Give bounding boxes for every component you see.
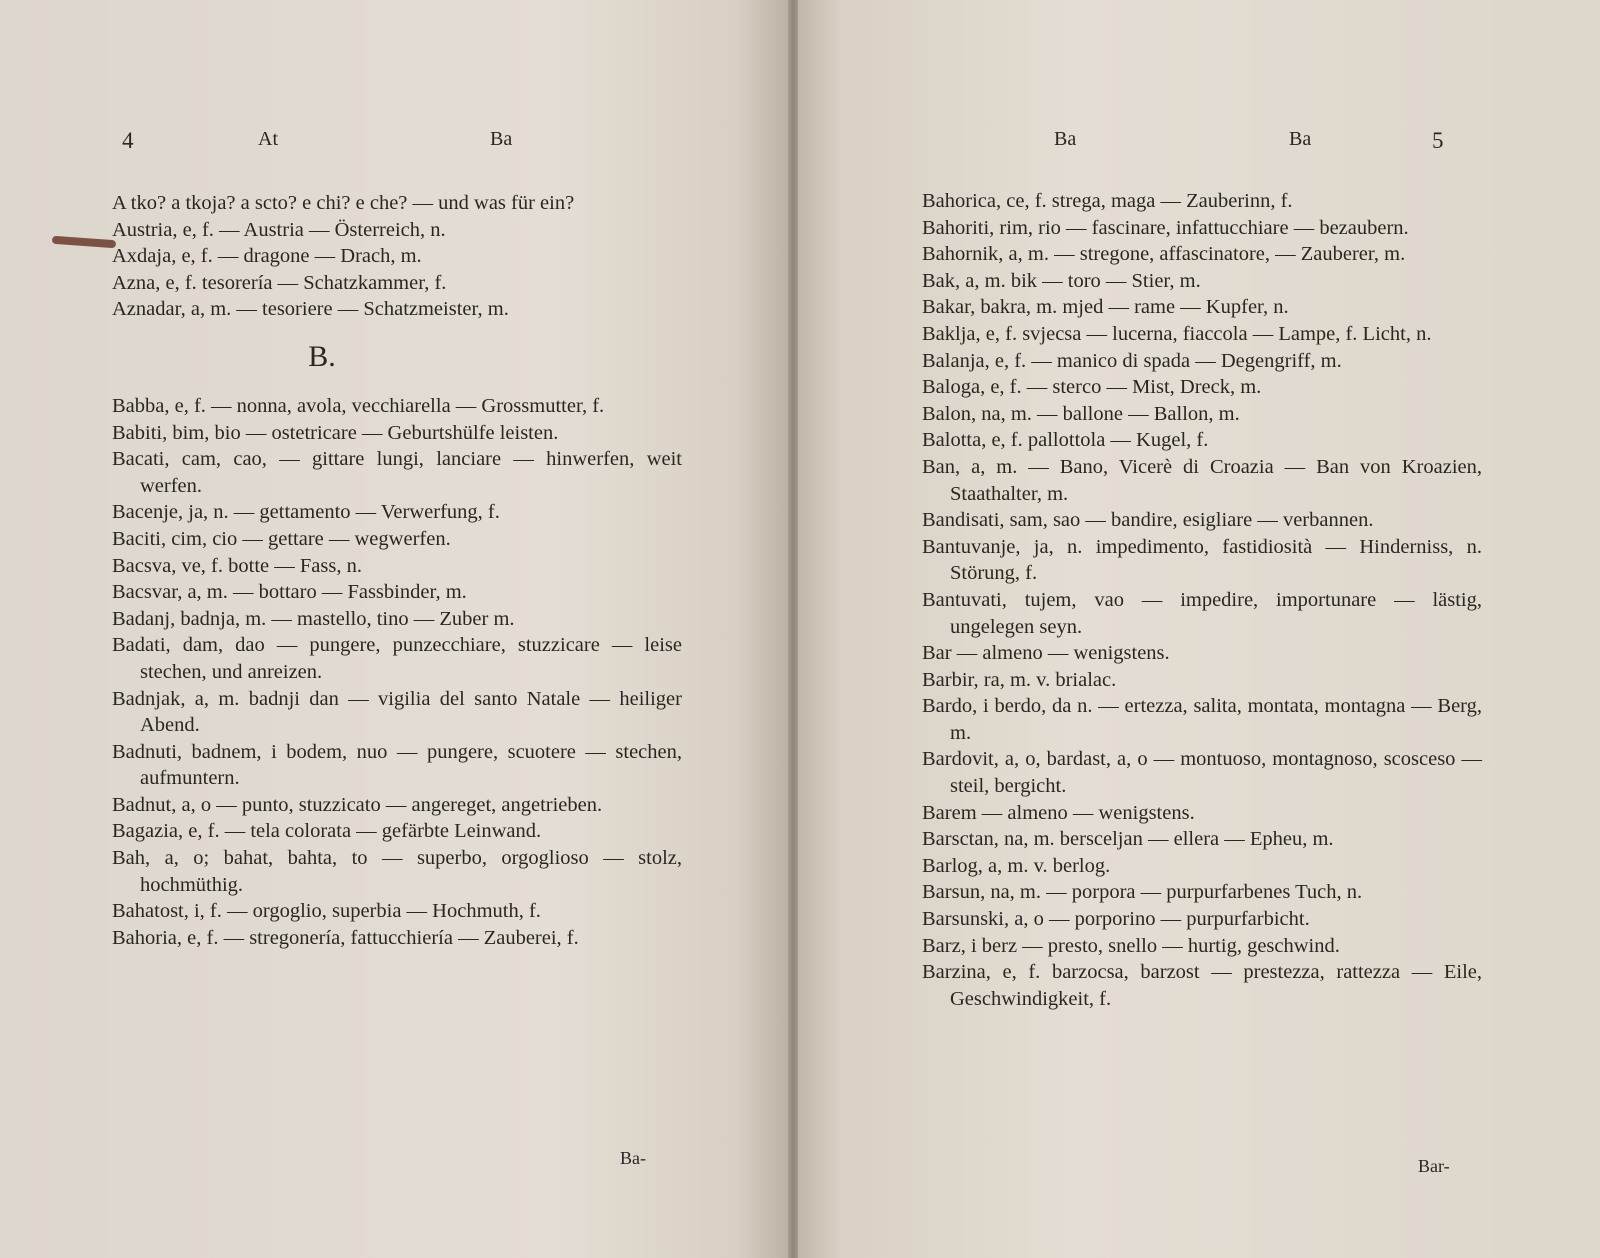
dictionary-entry: A tko? a tkoja? a scto? e chi? e che? — und was für ein? [112, 192, 575, 214]
dictionary-entry: Bahorica, ce, f. strega, maga — Zauberinn, f. [922, 190, 1293, 212]
dictionary-entry: Baloga, e, f. — sterco — Mist, Dreck, m. [922, 376, 1262, 399]
right-running-header [792, 128, 1600, 168]
dictionary-entry: Balanja, e, f. — manico di spada — Degengriff, m. [922, 349, 1342, 372]
page-number: 5 [1432, 128, 1444, 153]
dictionary-entry: Bahornik, a, m. — stregone, affascinatore, — Zauberer, m. [922, 243, 1406, 266]
dictionary-entry: Bahatost, i, f. — orgoglio, superbia — Hochmuth, f. [112, 900, 541, 923]
guide-word-right: Ba [490, 128, 513, 150]
right-page [792, 0, 1600, 1258]
dictionary-entry: Balon, na, m. — ballone — Ballon, m. [922, 402, 1240, 425]
dictionary-entry: Azna, e, f. tesorería — Schatzkammer, f. [112, 271, 447, 294]
catchword: Bar- [1418, 1156, 1450, 1176]
dictionary-entry: Badnjak, a, m. badnji dan — vigilia del santo Natale — heiliger Abend. [112, 687, 682, 737]
dictionary-entry: Bandisati, sam, sao — bandire, esigliare — verbannen. [922, 509, 1374, 532]
dictionary-entry: Badnut, a, o — punto, stuzzicato — angereget, angetrieben. [112, 793, 603, 816]
book-gutter [788, 0, 798, 1258]
guide-word-left: Ba [1054, 128, 1077, 150]
dictionary-entry: Bardo, i berdo, da n. — ertezza, salita, montata, montagna — Berg, m. [922, 695, 1482, 744]
dictionary-entry: Balotta, e, f. pallottola — Kugel, f. [922, 429, 1209, 452]
dictionary-entry: Barsunski, a, o — porporino — purpurfarbicht. [922, 908, 1310, 931]
catchword: Ba- [620, 1148, 646, 1168]
dictionary-entry: Bardovit, a, o, bardast, a, o — montuoso, montagnoso, scosceso — steil, bergicht. [922, 748, 1482, 798]
page-number: 4 [122, 128, 134, 153]
dictionary-entry: Bacenje, ja, n. — gettamento — Verwerfung, f. [112, 501, 500, 524]
dictionary-entry: Barem — almeno — wenigstens. [922, 801, 1195, 824]
dictionary-entry: Badati, dam, dao — pungere, punzecchiare, stuzzicare — leise stechen, und anreizen. [112, 634, 682, 683]
dictionary-entry: Bacati, cam, cao, — gittare lungi, lanciare — hinwerfen, weit werfen. [112, 448, 682, 497]
dictionary-entry: Austria, e, f. — Austria — Österreich, n. [112, 218, 446, 241]
dictionary-entry: Babiti, bim, bio — ostetricare — Geburtshülfe leisten. [112, 421, 559, 444]
right-entries [922, 188, 1482, 1012]
dictionary-entry: Bah, a, o; bahat, bahta, to — superbo, orgoglioso — stolz, hochmüthig. [112, 847, 682, 896]
dictionary-entry: Aznadar, a, m. — tesoriere — Schatzmeister, m. [112, 298, 509, 321]
dictionary-entry: Bakar, bakra, m. mjed — rame — Kupfer, n. [922, 296, 1289, 319]
dictionary-entry: Badanj, badnja, m. — mastello, tino — Zuber m. [112, 607, 515, 630]
dictionary-entry: Baciti, cim, cio — gettare — wegwerfen. [112, 527, 451, 550]
dictionary-entry: Baklja, e, f. svjecsa — lucerna, fiaccola — Lampe, f. Licht, n. [922, 322, 1432, 345]
dictionary-entry: Bacsvar, a, m. — bottaro — Fassbinder, m. [112, 581, 467, 604]
dictionary-entry: Bantuvati, tujem, vao — impedire, importunare — lästig, ungelegen seyn. [922, 588, 1482, 638]
left-page [0, 0, 792, 1258]
dictionary-entry: Barsun, na, m. — porpora — purpurfarbenes Tuch, n. [922, 881, 1363, 904]
dictionary-entry: Barlog, a, m. v. berlog. [922, 854, 1111, 877]
guide-word-right: Ba [1289, 128, 1312, 150]
dictionary-entry: Badnuti, badnem, i bodem, nuo — pungere, scuotere — stechen, aufmuntern. [112, 740, 682, 790]
ink-smudge [52, 236, 116, 248]
guide-word-left: At [258, 128, 278, 150]
dictionary-entry: Axdaja, e, f. — dragone — Drach, m. [112, 245, 422, 268]
dictionary-entry: Barzina, e, f. barzocsa, barzost — prestezza, rattezza — Eile, Geschwindigkeit, f. [922, 961, 1482, 1010]
dictionary-entry: Ban, a, m. — Bano, Vicerè di Croazia — Ban von Kroazien, Staathalter, m. [922, 455, 1482, 505]
section-letter: B. [308, 339, 336, 373]
dictionary-entry: Babba, e, f. — nonna, avola, vecchiarella — Grossmutter, f. [112, 394, 605, 417]
dictionary-entry: Barsctan, na, m. bersceljan — ellera — Epheu, m. [922, 828, 1334, 851]
dictionary-entry: Barbir, ra, m. v. brialac. [922, 668, 1117, 691]
dictionary-entry: Bantuvanje, ja, n. impedimento, fastidiosità — Hinderniss, n. Störung, f. [922, 535, 1482, 585]
dictionary-entry: Bagazia, e, f. — tela colorata — gefärbte Leinwand. [112, 820, 542, 843]
dictionary-entry: Bahoriti, rim, rio — fascinare, infattucchiare — bezaubern. [922, 216, 1409, 239]
dictionary-entry: Barz, i berz — presto, snello — hurtig, geschwind. [922, 934, 1340, 957]
dictionary-entry: Bar — almeno — wenigstens. [922, 642, 1170, 665]
dictionary-entry: Bahoria, e, f. — stregonería, fattucchiería — Zauberei, f. [112, 926, 579, 949]
dictionary-entry: Bak, a, m. bik — toro — Stier, m. [922, 269, 1201, 292]
dictionary-entry: Bacsva, ve, f. botte — Fass, n. [112, 554, 362, 577]
left-running-header [0, 128, 792, 168]
left-entries [112, 190, 682, 951]
